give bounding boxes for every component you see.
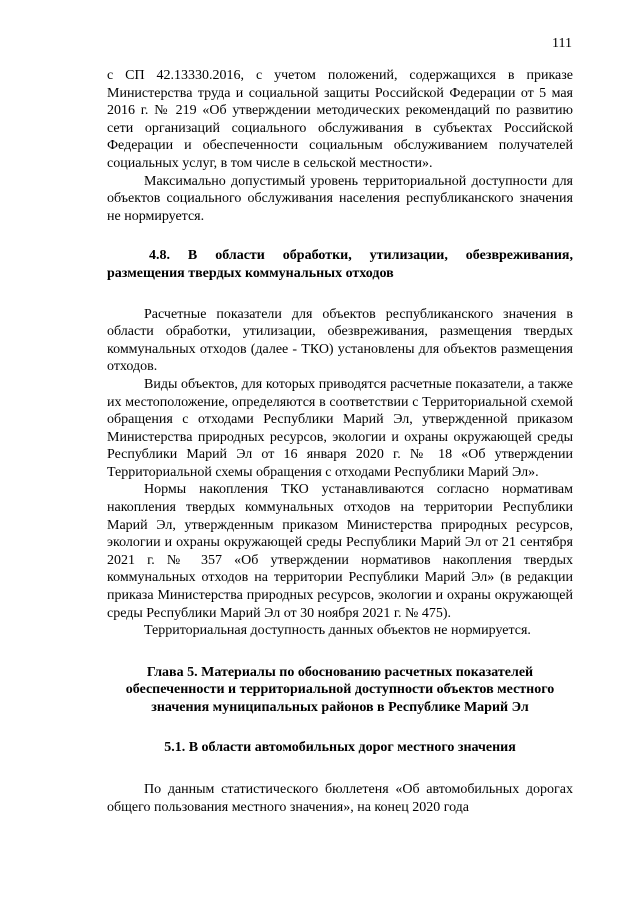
paragraph-sp-reference: с СП 42.13330.2016, с учетом положений, содержащихся в приказе Министерства труда и социальной защиты Российской Федерации от 5 мая 2016 г. № 219 «Об утверждении методических рекомендаций по развитию сети организаций социального обслуживания в субъектах Российской Федерации и обеспеченности социальным обслуживанием получателей социальных услуг, в том числе в сельской местности». (107, 68, 573, 171)
spacer (107, 640, 573, 664)
page-number: 111 (552, 36, 572, 51)
spacer (107, 717, 573, 739)
paragraph-object-types: Виды объектов, для которых приводятся расчетные показатели, а также их местоположение, определяются в соответствии с Территориальной схемой обращения с отходами Республики Марий Эл, утвержденной приказом Министерства природных ресурсов, экологии и охраны окружающей среды Республики Марий Эл от 16 января 2020 г. № 18 «Об утверждении Территориальной схемы обращения с отходами Республики Марий Эл». (107, 376, 573, 480)
paragraph-accessibility-waste: Территориальная доступность данных объектов не нормируется. (144, 623, 531, 639)
paragraph-accumulation-norms: Нормы накопления ТКО устанавливаются согласно нормативам накопления твердых коммунальных отходов на территории Республики Марий Эл, утвержденным приказом Министерства природных ресурсов, экологии и охраны окружающей среды Республики Марий Эл от 21 сентября 2021 г. № 357 «Об утверждении нормативов накопления твердых коммунальных отходов на территории Республики Марий Эл» (в редакции приказа Министерства природных ресурсов, экологии и охраны окружающей среды Республики Марий Эл от 30 ноября 2021 г. № 475). (107, 482, 573, 621)
section-heading-4-8: 4.8. В области обработки, утилизации, обезвреживания, размещения твердых коммунальных отходов (107, 248, 573, 281)
page-content (107, 67, 573, 816)
spacer (107, 283, 573, 306)
spacer (107, 756, 573, 781)
paragraph-calculated-indicators: Расчетные показатели для объектов республиканского значения в области обработки, утилизации, обезвреживания, размещения твердых коммунальных отходов (далее - ТКО) установлены для объектов размещения отходов. (107, 306, 573, 375)
chapter-heading-5: Глава 5. Материалы по обоснованию расчетных показателей обеспеченности и территориальной доступности объектов местного значения муниципальных районов в Республике Марий Эл (125, 664, 555, 715)
paragraph-statistical-bulletin: По данным статистического бюллетеня «Об автомобильных дорогах общего пользования местного значения», на конец 2020 года (107, 782, 573, 815)
section-heading-5-1: 5.1. В области автомобильных дорог местного значения (164, 739, 516, 755)
spacer (107, 225, 573, 247)
paragraph-accessibility-social: Максимально допустимый уровень территориальной доступности для объектов социального обслуживания населения республиканского значения не нормируется. (107, 173, 573, 224)
